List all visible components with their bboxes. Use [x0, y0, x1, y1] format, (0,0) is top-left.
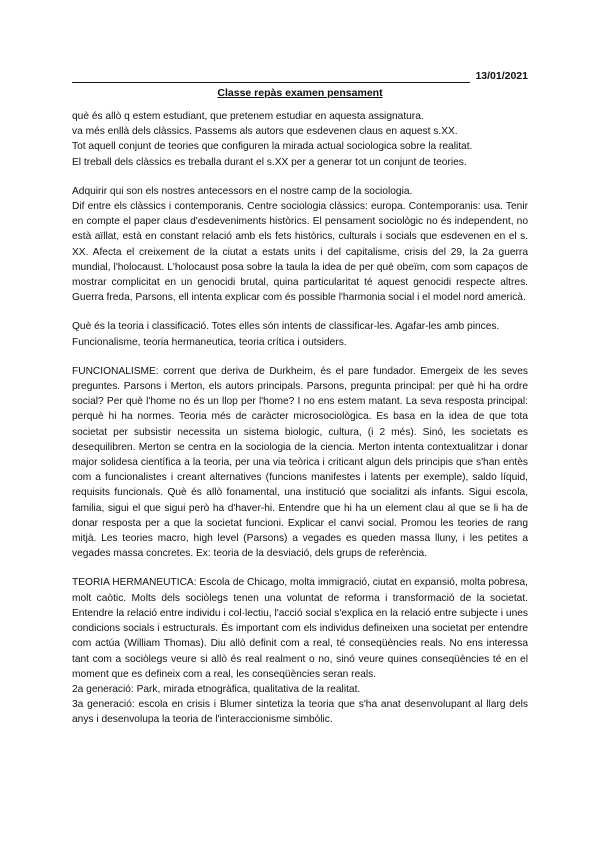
header-date: 13/01/2021 [475, 70, 528, 82]
paragraph-funcionalisme [72, 364, 528, 562]
paragraph-classificacio [72, 319, 528, 349]
text-block: FUNCIONALISME: corrent que deriva de Durkheim, és el pare fundador. Emergeix de les seves preguntes. Parsons i Merton, els autors principals. Parsons, pregunta principal: per què hi ha ordre social? Per què l'home no és un llop per l'home? I no ens estem matant. La seva resposta principal: perquè hi ha normes. Teoria més de caràcter microsociològica. Es basa en la idea de que tota societat per subsistir necessita un sistema biologic, cultura, (i 2 més). Sinó, les societats es desequilibren. Merton se centra en la sociologia de la ciencia. Merton intenta contextualitzar i donar major solidesa científica a la teoria, per una via teòrica i criticant algun dels principis que s'han entès com a funcionalistes i creant alternatives (funcions manifestes i latents per exemple), saldo líquid, requisits funcionals. Què és allò fonamental, una institució que socialitzi als infants. Sigui escola, familia, sigui el que sigui però ha d'haver-hi. Entendre que hi ha un element clau al que se li ha de donar resposta per a que la societat funcioni. Explicar el canvi social. Promou les teories de rang mitjà. Les teories macro, high level (Parsons) a vegades es queden massa lluny, i les petites a vegades massa concretes. Ex: teoria de la desviació, dels grups de referència. [72, 365, 528, 560]
text-line: Funcionalisme, teoria hermaneutica, teoria crítica i outsiders. [72, 336, 347, 348]
text-line: va més enllà dels clàssics. Passems als autors que esdevenen claus en aquest s.XX. [72, 126, 458, 138]
paragraph-hermaneutica [72, 575, 528, 727]
paragraph-antecessors [72, 184, 528, 306]
text-line: Adquirir qui son els nostres antecessors en el nostre camp de la sociologia. [72, 185, 413, 197]
text-block: TEORIA HERMANEUTICA: Escola de Chicago, molta immigració, ciutat en expansió, molta pobresa, molt caòtic. Molts dels sociòlegs tenen una voluntat de reforma i transformació de la societat. Entendre la relació entre individu i col·lectiu, l'acció social s'explica en la relació entre subjecte i unes condicions socials i estructurals. És important com els individus defineixen una societat per entendre com actúa (William Thomas). Diu allò definit com a real, té conseqüències reals. No ens interessa tant com a sociòlegs veure si allò és real realment o no, sinó veure quines conseqüències té en el moment que es defineix com a real, les conseqüències seran reals. [72, 577, 528, 680]
text-line: Tot aquell conjunt de teories que configuren la mirada actual sociologica sobre la realitat. [72, 141, 473, 153]
text-block: Dif entre els clàssics i contemporanis. Centre sociologia clàssics: europa. Contemporanis: usa. Tenir en compte el paper claus d'esdeveniments històrics. El pensament sociològic no és independent, no està aïllat, està en constant relació amb els fets històrics, culturals i socials que esdevenen en el s. XX. Afecta el creixement de la ciutat a estats units i del capitalisme, crisis del 29, la 2a guerra mundial, l'holocaust. L'holocaust posa sobre la taula la idea de per què obeïm, com som capaços de mostrar complicitat en un genocidi brutal, quina particularitat té aquest genocidi respecte altres. Guerra freda, Parsons, ell intenta explicar com és possible l'harmonia social i el model nord americà. [72, 201, 528, 304]
text-line: 2a generació: Park, mirada etnogràfica, qualitativa de la realitat. [72, 683, 361, 695]
header-row [72, 70, 528, 84]
text-block: Què és la teoria i classificació. Totes elles són intents de classificar-les. Agafar-les amb pinces. [72, 321, 500, 333]
paragraph-intro [72, 109, 528, 170]
page-title: Classe repàs examen pensament [217, 87, 383, 99]
text-line: El treball dels clàssics es treballa durant el s.XX per a generar tot un conjunt de teories. [72, 156, 467, 168]
document-body [72, 109, 528, 728]
document-page [72, 70, 528, 728]
header-rule [72, 82, 470, 83]
text-block: 3a generació: escola en crisis i Blumer sintetiza la teoria que s'ha anat desenvolupant al llarg dels anys i desenvolupa la teoria de l'interaccionisme simbòlic. [72, 699, 528, 726]
text-line: què és allò q estem estudiant, que pretenem estudiar en aquesta assignatura. [72, 111, 424, 122]
